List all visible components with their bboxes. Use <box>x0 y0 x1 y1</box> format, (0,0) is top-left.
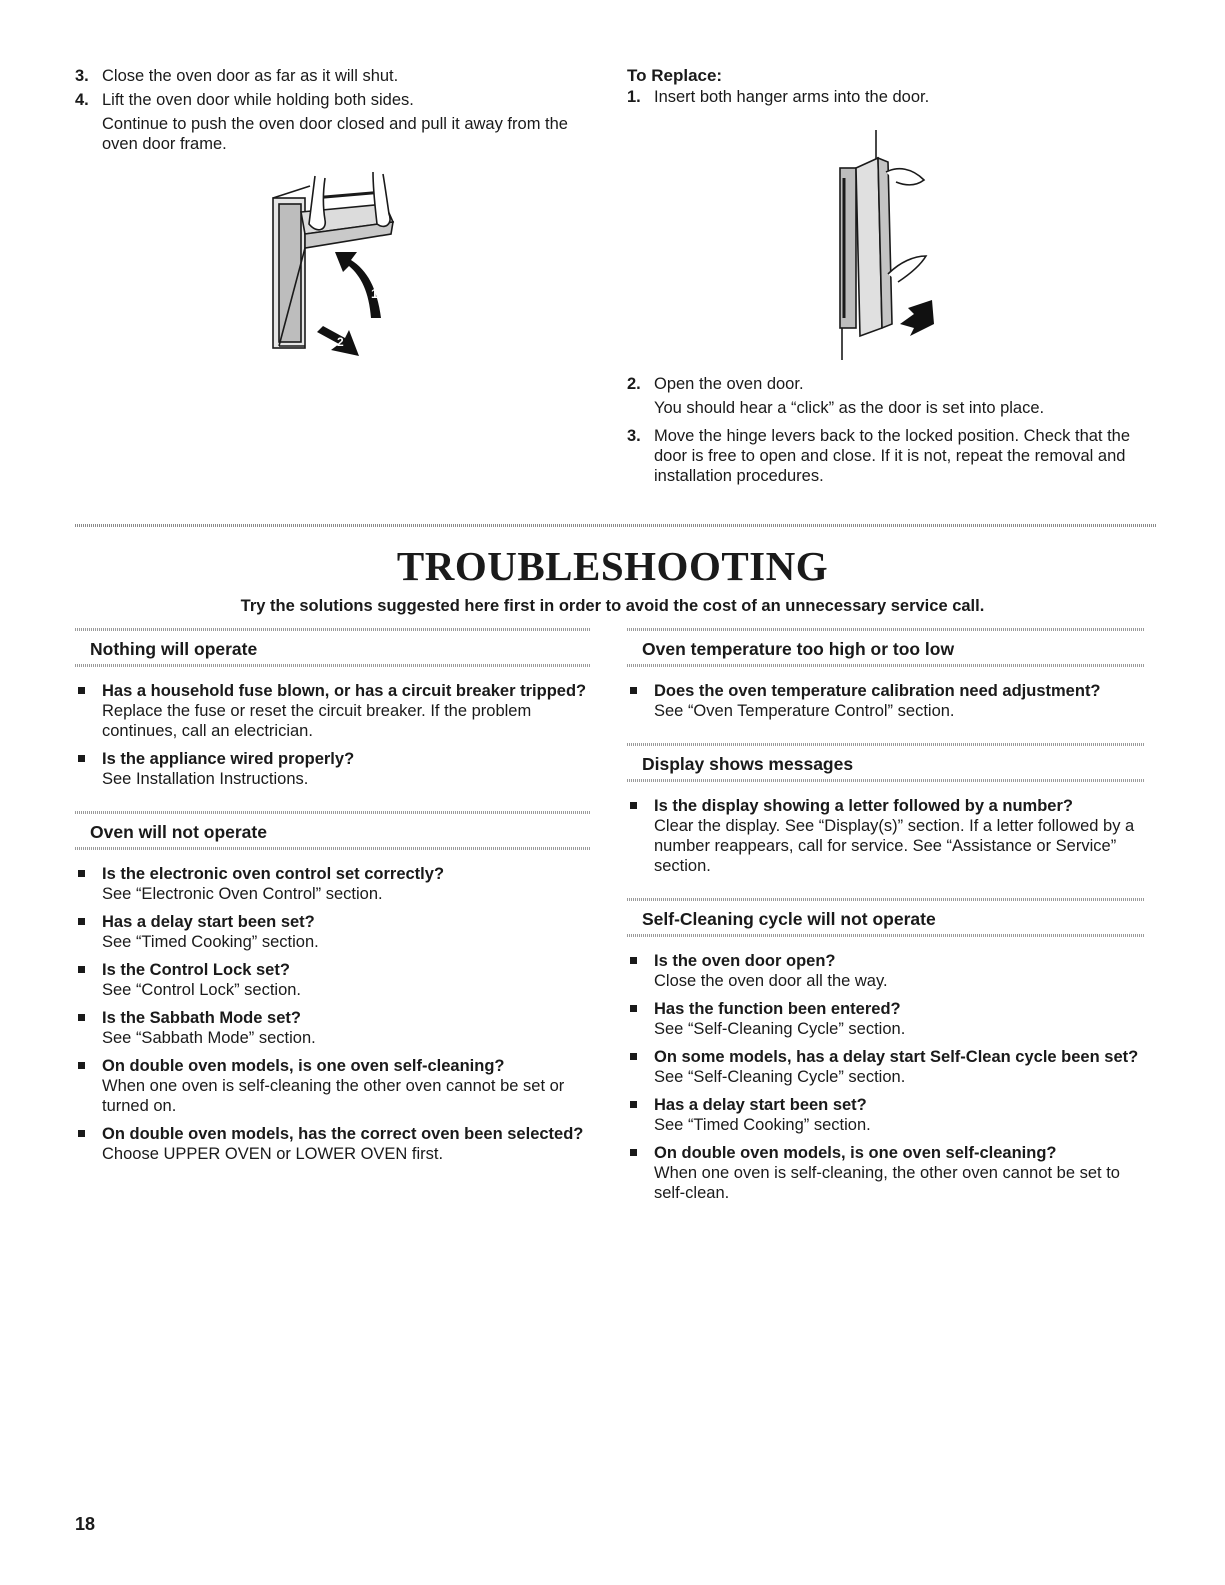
bullet-icon <box>630 802 637 809</box>
list-item <box>627 681 1145 721</box>
step-number: 2. <box>627 375 641 393</box>
section-title: Oven temperature too high or too low <box>642 639 955 659</box>
answer: See “Timed Cooking” section. <box>102 933 319 951</box>
troubleshooting-right-column <box>627 628 1145 1225</box>
troubleshooting-subtitle: Try the solutions suggested here first in order to avoid the cost of an unnecessary service call. <box>240 597 985 615</box>
section-title: Nothing will operate <box>90 639 258 659</box>
answer: See Installation Instructions. <box>102 770 309 788</box>
step-number: 4. <box>75 91 89 109</box>
list-item <box>627 1143 1145 1203</box>
answer: See “Self-Cleaning Cycle” section. <box>654 1068 906 1086</box>
step-3-close-door <box>75 66 595 86</box>
replace-steps <box>627 66 1157 107</box>
step-4-lift-door <box>75 90 595 110</box>
step-text: Lift the oven door while holding both sides. <box>102 91 414 109</box>
bullet-icon <box>78 870 85 877</box>
question: Has a household fuse blown, or has a circuit breaker tripped? <box>102 682 587 700</box>
question: Is the oven door open? <box>654 952 836 970</box>
bullet-icon <box>78 1130 85 1137</box>
step-text: Insert both hanger arms into the door. <box>654 88 930 106</box>
door-removal-illustration <box>265 168 415 358</box>
answer: See “Sabbath Mode” section. <box>102 1029 316 1047</box>
bullet-icon <box>630 1005 637 1012</box>
question: Is the Sabbath Mode set? <box>102 1009 301 1027</box>
list-item <box>75 1124 590 1164</box>
bullet-icon <box>78 918 85 925</box>
answer: See “Oven Temperature Control” section. <box>654 702 955 720</box>
troubleshooting-left-column <box>75 628 590 1186</box>
section-nothing-will-operate <box>75 628 590 789</box>
answer: Choose UPPER OVEN or LOWER OVEN first. <box>102 1145 444 1163</box>
list-item <box>627 1047 1145 1087</box>
bullet-icon <box>78 687 85 694</box>
question: On double oven models, has the correct oven been selected? <box>102 1125 584 1143</box>
bullet-icon <box>78 1014 85 1021</box>
arrow-2-label: 2 <box>337 335 344 349</box>
list-item <box>75 1056 590 1116</box>
question: Has a delay start been set? <box>102 913 315 931</box>
answer: See “Electronic Oven Control” section. <box>102 885 383 903</box>
step-number: 1. <box>627 88 641 106</box>
to-replace-heading: To Replace: <box>627 66 723 85</box>
section-self-cleaning <box>627 898 1145 1203</box>
bullet-icon <box>78 1062 85 1069</box>
list-item <box>75 681 590 741</box>
list-item <box>75 1008 590 1048</box>
replace-steps-continued <box>627 374 1157 486</box>
question: Has a delay start been set? <box>654 1096 867 1114</box>
troubleshooting-title: TROUBLESHOOTING <box>396 543 829 589</box>
arrow-1-icon <box>335 252 381 318</box>
step-text: Close the oven door as far as it will shut. <box>102 67 399 85</box>
page-number: 18 <box>75 1514 96 1534</box>
replace-step-3 <box>627 426 1157 486</box>
question: On double oven models, is one oven self-cleaning? <box>102 1057 505 1075</box>
section-title: Display shows messages <box>642 754 854 774</box>
replace-step-1 <box>627 87 1157 107</box>
bullet-icon <box>630 687 637 694</box>
list-item <box>75 912 590 952</box>
answer: See “Control Lock” section. <box>102 981 302 999</box>
question: Is the display showing a letter followed by a number? <box>654 797 1073 815</box>
bullet-icon <box>630 1101 637 1108</box>
step-number: 3. <box>75 67 89 85</box>
arrow-1-label: 1 <box>371 286 379 301</box>
question: On some models, has a delay start Self-Clean cycle been set? <box>654 1048 1139 1066</box>
list-item <box>75 864 590 904</box>
question: Is the Control Lock set? <box>102 961 290 979</box>
list-item <box>627 951 1145 991</box>
question: Is the electronic oven control set correctly? <box>102 865 445 883</box>
question: Does the oven temperature calibration need adjustment? <box>654 682 1101 700</box>
list-item <box>75 960 590 1000</box>
bullet-icon <box>630 1053 637 1060</box>
removal-steps <box>75 66 595 154</box>
door-install-illustration <box>836 128 946 363</box>
answer: Clear the display. See “Display(s)” section. If a letter followed by a number reappears, call for service. See “Assistance or Service” section. <box>654 817 1135 875</box>
section-title: Oven will not operate <box>90 822 267 842</box>
answer: See “Self-Cleaning Cycle” section. <box>654 1020 906 1038</box>
list-item <box>627 796 1145 876</box>
answer: Replace the fuse or reset the circuit breaker. If the problem continues, call an electrician. <box>102 702 532 740</box>
list-item <box>627 999 1145 1039</box>
section-display-messages <box>627 743 1145 876</box>
bullet-icon <box>78 755 85 762</box>
question: Is the appliance wired properly? <box>102 750 355 768</box>
bullet-icon <box>78 966 85 973</box>
answer: When one oven is self-cleaning, the other oven cannot be set to self-clean. <box>654 1164 1120 1202</box>
step-text: Open the oven door. <box>654 375 804 393</box>
bullet-icon <box>630 1149 637 1156</box>
answer: See “Timed Cooking” section. <box>654 1116 871 1134</box>
section-divider <box>75 524 1157 527</box>
answer: Close the oven door all the way. <box>654 972 888 990</box>
question: Has the function been entered? <box>654 1000 901 1018</box>
bullet-icon <box>630 957 637 964</box>
list-item <box>627 1095 1145 1135</box>
question: On double oven models, is one oven self-cleaning? <box>654 1144 1057 1162</box>
replace-step-2-note: You should hear a “click” as the door is set into place. <box>654 399 1045 417</box>
list-item <box>75 749 590 789</box>
section-oven-temperature <box>627 628 1145 721</box>
replace-step-2 <box>627 374 1157 394</box>
step-4-note: Continue to push the oven door closed and pull it away from the oven door frame. <box>102 115 568 153</box>
section-oven-will-not-operate <box>75 811 590 1164</box>
answer: When one oven is self-cleaning the other oven cannot be set or turned on. <box>102 1077 565 1115</box>
step-text: Move the hinge levers back to the locked position. Check that the door is free to open and close. If it is not, repeat the removal and installation procedures. <box>654 427 1131 485</box>
step-number: 3. <box>627 427 641 445</box>
section-title: Self-Cleaning cycle will not operate <box>642 909 936 929</box>
insert-arrow-icon <box>900 300 934 336</box>
